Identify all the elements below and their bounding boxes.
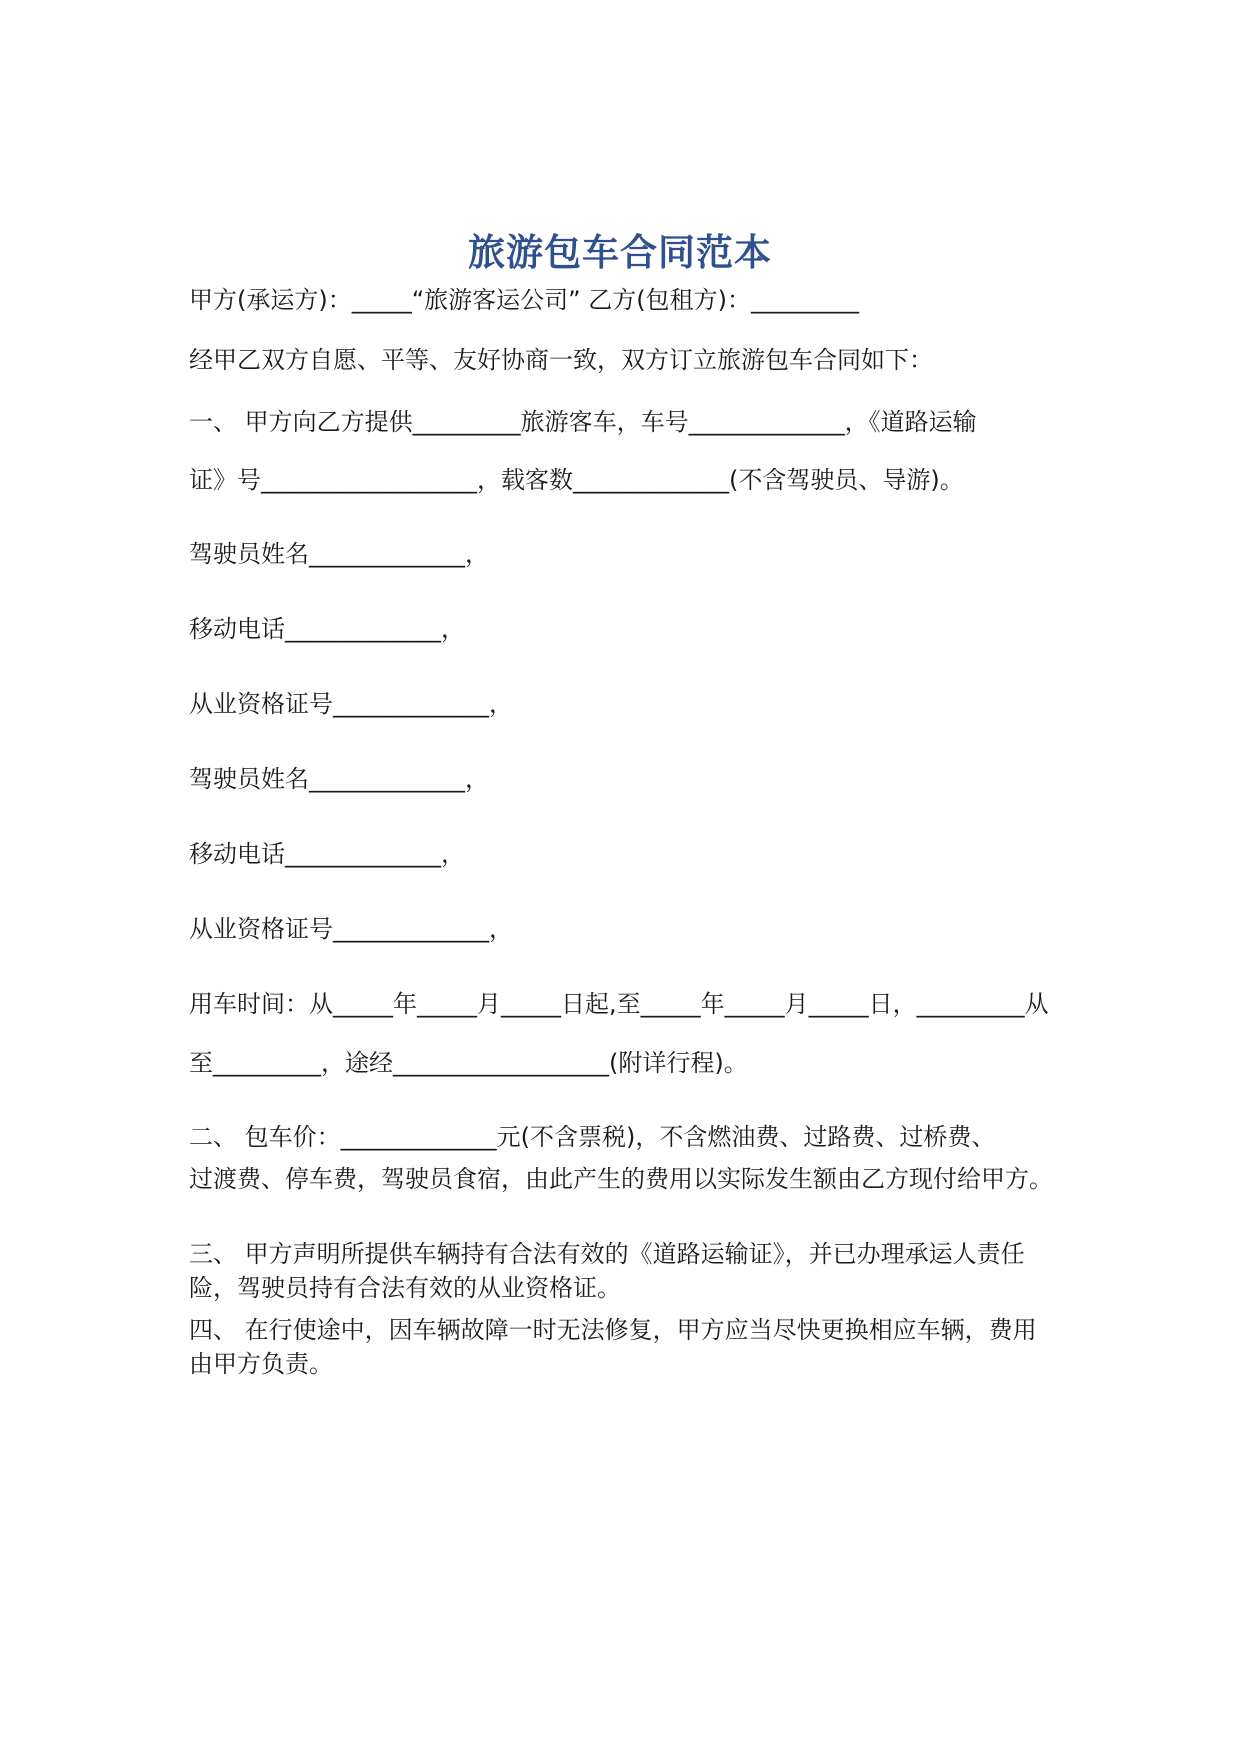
mobile-phone-1: 移动电话_____________， (189, 615, 465, 643)
usage-time-line-1: 用车时间：从_____年_____月_____日起,至_____年_____月_____日，_________从 (189, 990, 1049, 1018)
license-number-2: 从业资格证号_____________， (189, 915, 513, 943)
usage-time-line-2: 至_________，途经__________________(附详行程)。 (189, 1049, 748, 1077)
intro-line: 经甲乙双方自愿、平等、友好协商一致，双方订立旅游包车合同如下： (189, 346, 933, 374)
clause-3: 三、 甲方声明所提供车辆持有合法有效的《道路运输证》，并已办理承运人责任险，驾驶员持有合法有效的从业资格证。 (189, 1240, 1025, 1302)
clause-4: 四、 在行使途中，因车辆故障一时无法修复，甲方应当尽快更换相应车辆，费用由甲方负责。 (189, 1316, 1037, 1378)
party-line: 甲方(承运方)：_____“旅游客运公司” 乙方(包租方)：_________ (189, 286, 859, 314)
document-title: 旅游包车合同范本 (468, 231, 772, 274)
clause-1-line-2: 证》号__________________，载客数_____________(不含驾驶员、导游)。 (189, 466, 964, 494)
license-number-1: 从业资格证号_____________， (189, 690, 513, 718)
driver-name-2: 驾驶员姓名_____________， (189, 765, 489, 793)
clause-2-line-2: 过渡费、停车费，驾驶员食宿，由此产生的费用以实际发生额由乙方现付给甲方。 (189, 1165, 1053, 1193)
clause-2-line-1: 二、 包车价：_____________元(不含票税)，不含燃油费、过路费、过桥费、 (189, 1123, 996, 1151)
clause-1-line-1: 一、 甲方向乙方提供_________旅游客车，车号_____________，《道路运输 (189, 408, 977, 436)
mobile-phone-2: 移动电话_____________， (189, 840, 465, 868)
driver-name-1: 驾驶员姓名_____________， (189, 540, 489, 568)
